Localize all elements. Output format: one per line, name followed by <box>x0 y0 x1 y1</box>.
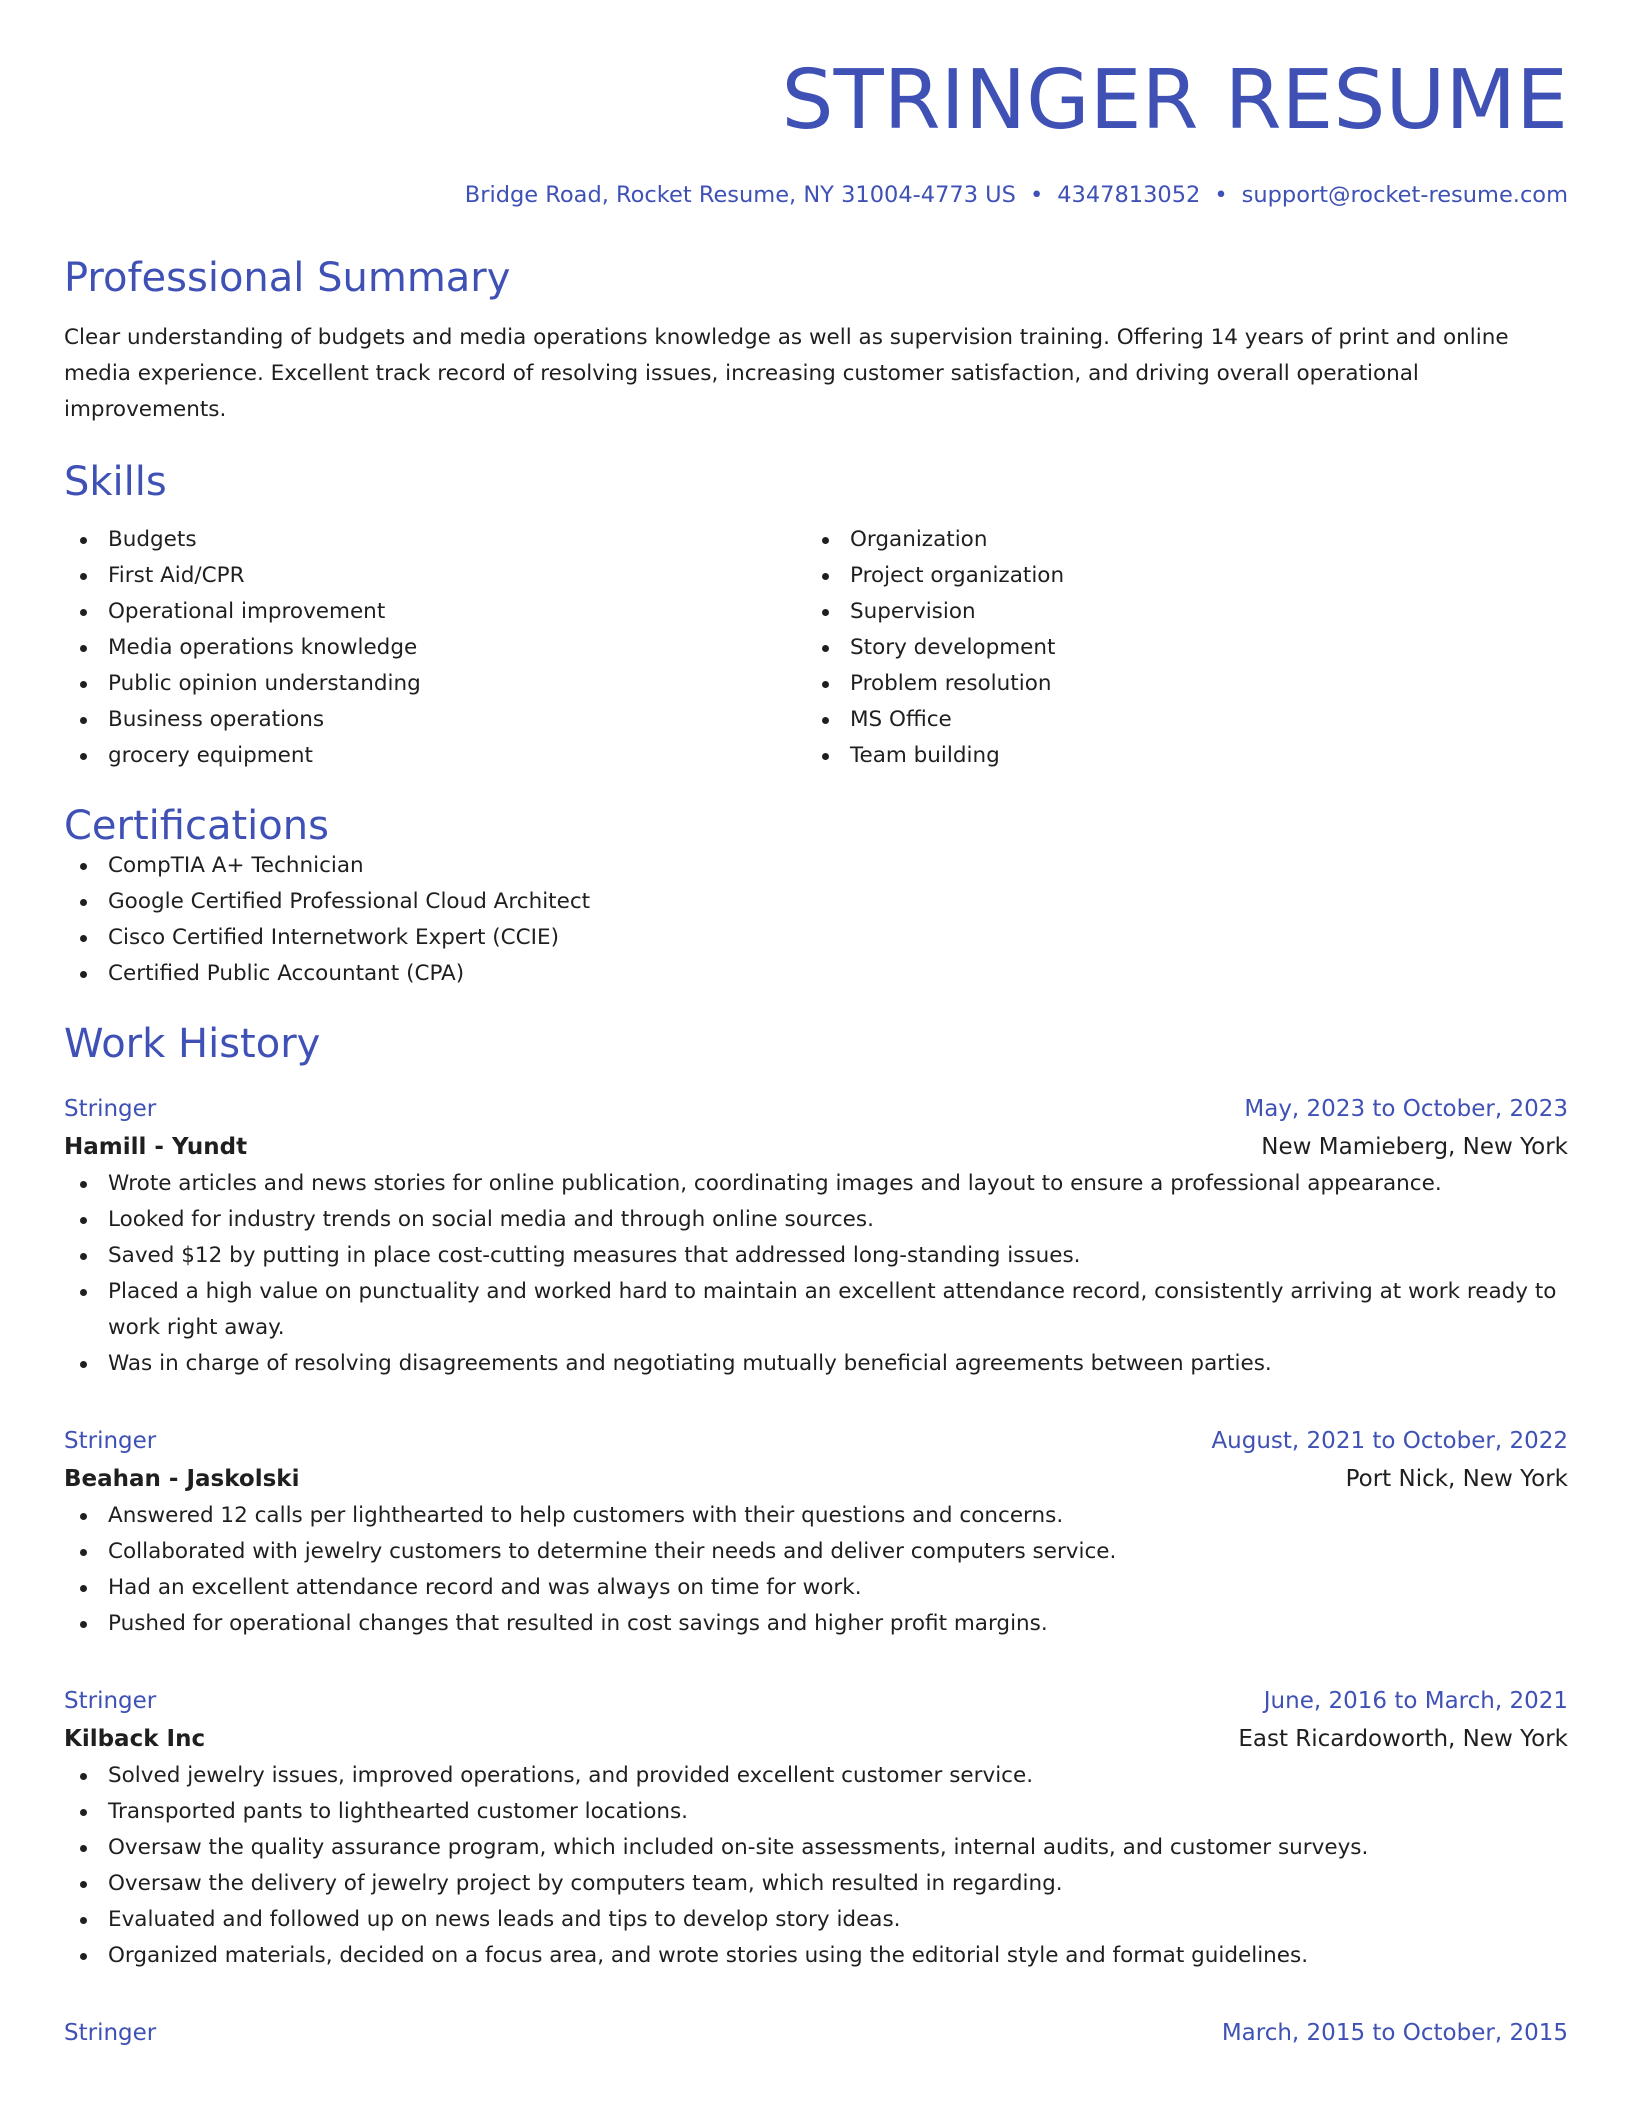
skill-item: Operational improvement <box>64 594 806 630</box>
contact-email[interactable]: support@rocket-resume.com <box>1241 182 1568 208</box>
skill-item: First Aid/CPR <box>64 558 806 594</box>
job-duty: Answered 12 calls per lighthearted to help customers with their questions and concerns. <box>64 1498 1568 1534</box>
job-entry <box>64 2014 1568 2052</box>
job-duty: Solved jewelry issues, improved operations, and provided excellent customer service. <box>64 1758 1568 1794</box>
job-title: Stringer <box>64 1096 157 1122</box>
job-duty: Placed a high value on punctuality and worked hard to maintain an excellent attendance record, consistently arriving at work ready to work right away. <box>64 1274 1568 1346</box>
skill-item: Project organization <box>806 558 1548 594</box>
job-duties-list <box>64 1498 1568 1642</box>
skills-columns <box>64 522 1568 774</box>
contact-phone: 4347813052 <box>1057 182 1201 208</box>
job-duties-list <box>64 1758 1568 1974</box>
job-title: Stringer <box>64 1688 157 1714</box>
job-duty: Looked for industry trends on social media and through online sources. <box>64 1202 1568 1238</box>
skill-item: grocery equipment <box>64 738 806 774</box>
job-entry <box>64 1682 1568 1974</box>
skill-item: Budgets <box>64 522 806 558</box>
job-duty: Saved $12 by putting in place cost-cutting measures that addressed long-standing issues. <box>64 1238 1568 1274</box>
job-company: Beahan - Jaskolski <box>64 1466 300 1492</box>
job-location: New Mamieberg, New York <box>1261 1134 1568 1160</box>
job-dates: June, 2016 to March, 2021 <box>1263 1688 1568 1714</box>
job-duty: Oversaw the delivery of jewelry project by computers team, which resulted in regarding. <box>64 1866 1568 1902</box>
job-duty: Wrote articles and news stories for online publication, coordinating images and layout to ensure a professional appearance. <box>64 1166 1568 1202</box>
skill-item: Organization <box>806 522 1548 558</box>
skill-item: Problem resolution <box>806 666 1548 702</box>
skill-item: Business operations <box>64 702 806 738</box>
job-title: Stringer <box>64 1428 157 1454</box>
job-dates: March, 2015 to October, 2015 <box>1221 2020 1568 2046</box>
job-dates: May, 2023 to October, 2023 <box>1244 1096 1568 1122</box>
resume-header <box>64 53 1568 208</box>
certification-item: CompTIA A+ Technician <box>64 848 1568 884</box>
work-history-heading: Work History <box>64 1021 321 1067</box>
job-location: East Ricardoworth, New York <box>1238 1726 1568 1752</box>
job-title: Stringer <box>64 2020 157 2046</box>
skills-section <box>64 460 1568 774</box>
resume-name: STRINGER RESUME <box>781 53 1568 148</box>
contact-line <box>64 182 1568 208</box>
job-duty: Transported pants to lighthearted customer locations. <box>64 1794 1568 1830</box>
job-location: Port Nick, New York <box>1345 1466 1568 1492</box>
skills-left-list <box>64 522 806 774</box>
summary-heading: Professional Summary <box>64 255 511 301</box>
resume-page <box>64 0 1568 2052</box>
certifications-section <box>64 804 1568 992</box>
skill-item: Public opinion understanding <box>64 666 806 702</box>
work-history-section <box>64 1022 1568 2052</box>
summary-text: Clear understanding of budgets and media operations knowledge as well as supervision training. Offering 14 years of print and online media experience. Excellent track record of resolving issues, increasing customer satisfaction, and driving overall operational improvements. <box>64 325 1509 422</box>
job-company: Kilback Inc <box>64 1726 206 1752</box>
certifications-heading: Certifications <box>64 803 329 849</box>
job-company: Hamill - Yundt <box>64 1134 248 1160</box>
skill-item: Media operations knowledge <box>64 630 806 666</box>
skill-item: Team building <box>806 738 1548 774</box>
job-duty: Oversaw the quality assurance program, which included on-site assessments, internal audits, and customer surveys. <box>64 1830 1568 1866</box>
contact-address: Bridge Road, Rocket Resume, NY 31004-4773 US <box>464 182 1016 208</box>
job-entry <box>64 1422 1568 1642</box>
summary-section <box>64 256 1568 428</box>
job-dates: August, 2021 to October, 2022 <box>1211 1428 1568 1454</box>
job-duty: Had an excellent attendance record and was always on time for work. <box>64 1570 1568 1606</box>
job-duty: Pushed for operational changes that resulted in cost savings and higher profit margins. <box>64 1606 1568 1642</box>
job-duty: Organized materials, decided on a focus area, and wrote stories using the editorial style and format guidelines. <box>64 1938 1568 1974</box>
skill-item: MS Office <box>806 702 1548 738</box>
skills-heading: Skills <box>64 459 167 505</box>
certifications-list <box>64 848 1568 992</box>
job-entry <box>64 1090 1568 1382</box>
certification-item: Cisco Certified Internetwork Expert (CCIE) <box>64 920 1568 956</box>
certification-item: Google Certified Professional Cloud Architect <box>64 884 1568 920</box>
job-duty: Evaluated and followed up on news leads and tips to develop story ideas. <box>64 1902 1568 1938</box>
job-duties-list <box>64 1166 1568 1382</box>
contact-separator: • <box>1214 182 1228 208</box>
skills-right-list <box>806 522 1548 774</box>
skill-item: Story development <box>806 630 1548 666</box>
contact-separator: • <box>1029 182 1044 208</box>
job-duty: Collaborated with jewelry customers to determine their needs and deliver computers service. <box>64 1534 1568 1570</box>
certification-item: Certified Public Accountant (CPA) <box>64 956 1568 992</box>
job-duty: Was in charge of resolving disagreements and negotiating mutually beneficial agreements between parties. <box>64 1346 1568 1382</box>
skill-item: Supervision <box>806 594 1548 630</box>
